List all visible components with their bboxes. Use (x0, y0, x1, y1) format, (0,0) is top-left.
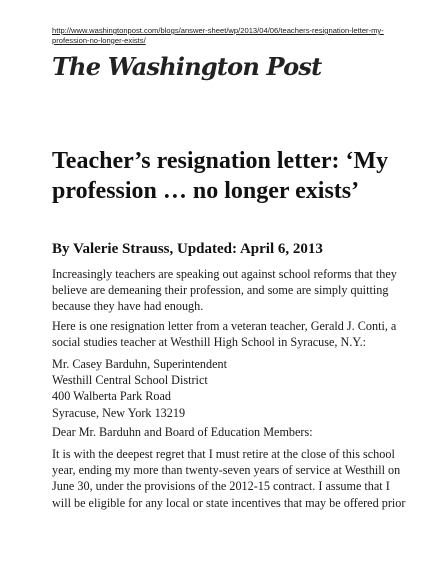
context-line: Here is one resignation letter from a veteran teacher, Gerald J. Conti, a (52, 319, 397, 333)
intro-line: because they have had enough. (52, 299, 204, 314)
article-headline: Teacher’s resignation letter: ‘My profession … no longer exists’ (52, 148, 389, 204)
address-line: Syracuse, New York 13219 (52, 405, 186, 420)
body-line: will be eligible for any local or state incentives that may be offered prior (52, 495, 406, 510)
newspaper-masthead-logo: The Washington Post (52, 52, 322, 81)
intro-line: Increasingly teachers are speaking out against school reforms that they (52, 267, 397, 281)
body-line: June 30, under the provisions of the 2012-15 contract. I assume that I (52, 479, 390, 494)
article-byline: By Valerie Strauss, Updated: April 6, 2013 (52, 241, 323, 257)
recipient-address (52, 356, 392, 421)
intro-paragraph (52, 266, 397, 315)
address-line: 400 Walberta Park Road (52, 389, 171, 404)
source-url[interactable] (52, 26, 392, 45)
letter-salutation (52, 424, 392, 440)
letter-body-paragraph (52, 446, 406, 511)
source-url-line-2[interactable]: profession-no-longer-exists/ (52, 35, 146, 45)
body-line: year, ending my more than twenty-seven years of service at Westhill on (52, 463, 401, 478)
body-line: It is with the deepest regret that I must retire at the close of this school (52, 447, 395, 461)
address-line: Westhill Central School District (52, 373, 208, 388)
context-line: social studies teacher at Westhill High School in Syracuse, N.Y.: (52, 335, 367, 350)
salutation-line: Dear Mr. Barduhn and Board of Education Members: (52, 425, 313, 439)
source-url-line-1[interactable]: http://www.washingtonpost.com/blogs/answer-sheet/wp/2013/04/06/teachers-resignation-letter-my- (52, 26, 384, 35)
intro-line: believe are demeaning their profession, and some are simply quitting (52, 283, 389, 298)
address-line: Mr. Casey Barduhn, Superintendent (52, 357, 227, 371)
context-paragraph (52, 318, 397, 350)
